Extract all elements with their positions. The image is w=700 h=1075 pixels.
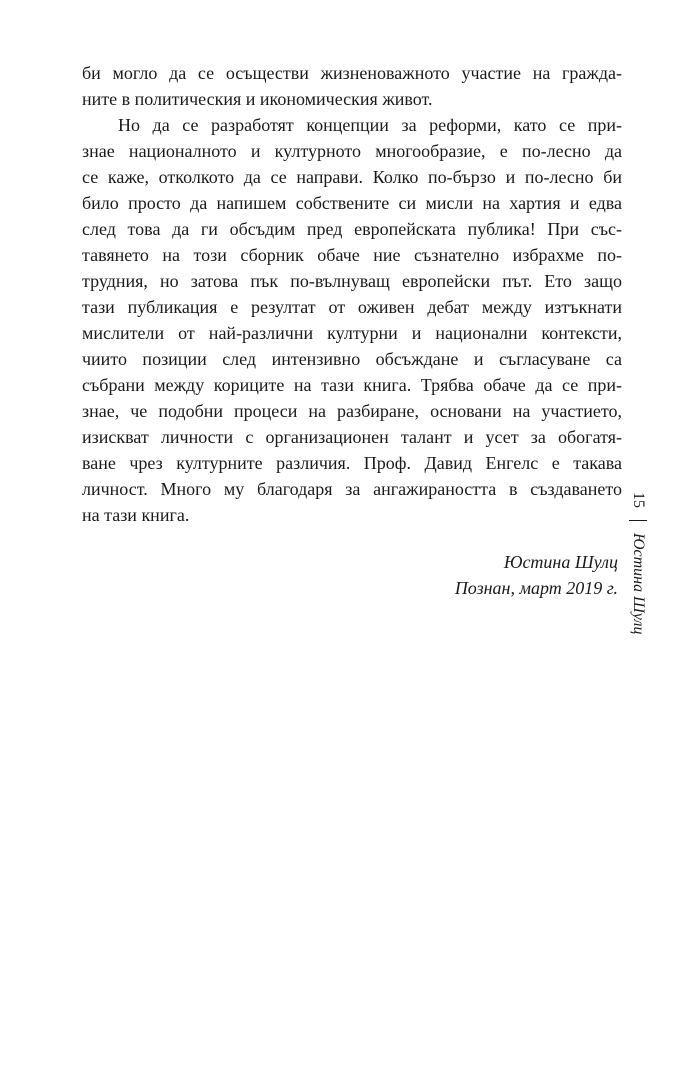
running-head <box>629 492 647 634</box>
body-text <box>82 60 622 528</box>
text-line: тази публикация е резултат от оживен дебат между изтъкнати <box>82 297 622 317</box>
signature-name: Юстина Шулц <box>503 552 618 572</box>
text-line: личност. Много му благодаря за ангажираността в създаването <box>82 479 622 499</box>
running-head-author: Юстина Шулц <box>630 533 647 635</box>
page-number: 15 <box>630 492 647 508</box>
text-line: тавянето на този сборник обаче ние съзнателно избрахме по- <box>82 245 622 265</box>
signature-place-date: Познан, март 2019 г. <box>454 578 618 598</box>
text-line: на тази книга. <box>82 505 190 525</box>
running-head-divider <box>629 520 647 521</box>
text-line: чиито позиции след интензивно обсъждане и съгласуване са <box>82 349 622 369</box>
text-line: събрани между кориците на тази книга. Трябва обаче да се при- <box>82 375 622 395</box>
text-line: ване чрез културните различия. Проф. Давид Енгелс е такава <box>82 453 622 473</box>
text-line: Но да се разработят концепции за реформи, като се при- <box>118 115 622 135</box>
text-line: мислители от най-различни културни и национални контексти, <box>82 323 622 343</box>
text-line: трудния, но затова пък по-вълнуващ европейски път. Ето защо <box>82 271 622 291</box>
text-line: се каже, отколкото да се направи. Колко по-бързо и по-лесно би <box>82 167 622 187</box>
text-line: ните в политическия и икономическия живот. <box>82 89 433 109</box>
text-line: знае, че подобни процеси на разбиране, основани на участието, <box>82 401 622 421</box>
text-line: знае националното и културното многообразие, е по-лесно да <box>82 141 622 161</box>
signature-block <box>455 549 618 601</box>
text-line: изискват личности с организационен талант и усет за обогатя- <box>82 427 622 447</box>
text-line: след това да ги обсъдим пред европейската публика! При със- <box>82 219 622 239</box>
text-line: би могло да се осъществи жизненоважното участие на гражда- <box>82 63 622 83</box>
text-line: било просто да напишем собствените си мисли на хартия и едва <box>82 193 622 213</box>
